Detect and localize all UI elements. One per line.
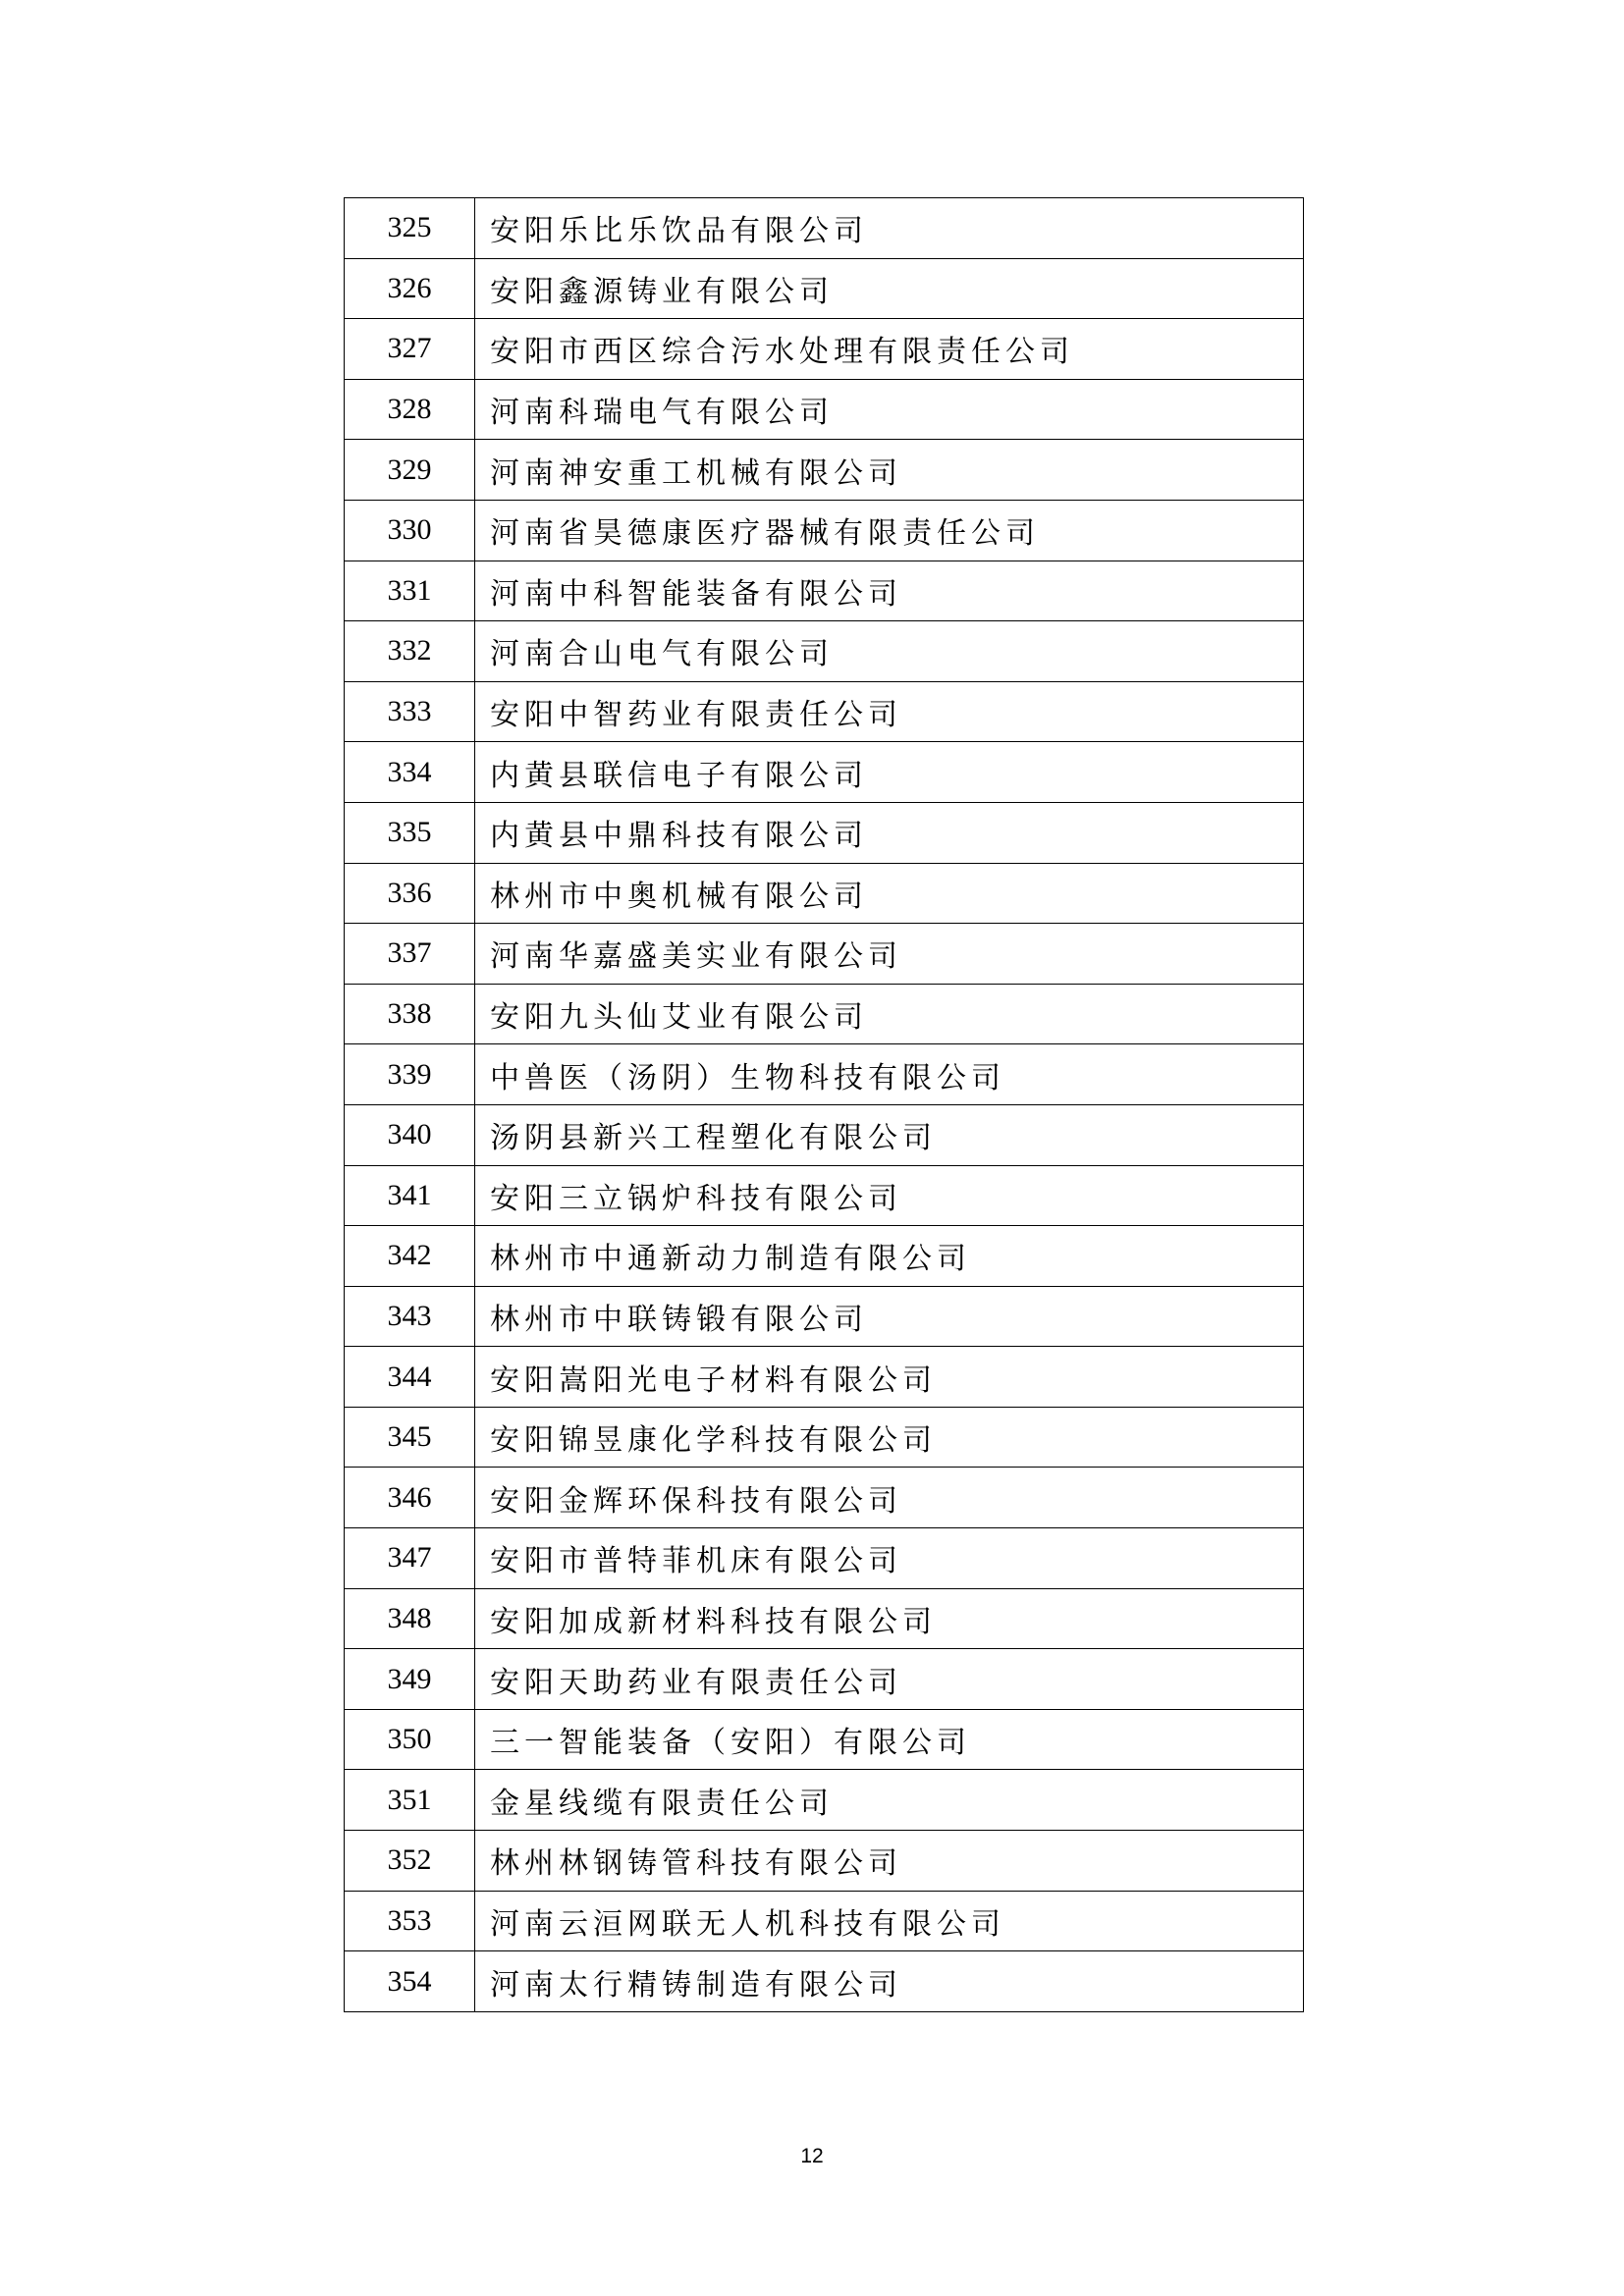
company-name-cell: 河南神安重工机械有限公司	[475, 440, 1304, 501]
company-name-cell: 河南中科智能装备有限公司	[475, 561, 1304, 621]
row-number-cell: 347	[345, 1528, 475, 1589]
table-row	[345, 1044, 1304, 1105]
table-row	[345, 1891, 1304, 1951]
table-row	[345, 258, 1304, 319]
company-name-cell: 金星线缆有限责任公司	[475, 1770, 1304, 1831]
table-row	[345, 681, 1304, 742]
company-name-cell: 安阳加成新材料科技有限公司	[475, 1588, 1304, 1649]
company-name-cell: 安阳锦昱康化学科技有限公司	[475, 1407, 1304, 1468]
company-name-cell: 中兽医（汤阴）生物科技有限公司	[475, 1044, 1304, 1105]
table-row	[345, 1528, 1304, 1589]
company-name-cell: 河南华嘉盛美实业有限公司	[475, 924, 1304, 985]
row-number-cell: 326	[345, 258, 475, 319]
table-row	[345, 1709, 1304, 1770]
company-name-cell: 林州市中奥机械有限公司	[475, 863, 1304, 924]
row-number-cell: 349	[345, 1649, 475, 1710]
row-number-cell: 329	[345, 440, 475, 501]
table-row	[345, 1226, 1304, 1287]
table-row	[345, 1104, 1304, 1165]
row-number-cell: 345	[345, 1407, 475, 1468]
table-row	[345, 742, 1304, 803]
company-name-cell: 林州市中联铸锻有限公司	[475, 1286, 1304, 1347]
company-name-cell: 安阳九头仙艾业有限公司	[475, 984, 1304, 1044]
table-row	[345, 1407, 1304, 1468]
table-row	[345, 561, 1304, 621]
company-name-cell: 安阳嵩阳光电子材料有限公司	[475, 1347, 1304, 1408]
table-row	[345, 1951, 1304, 2012]
table-row	[345, 863, 1304, 924]
company-name-cell: 河南云洹网联无人机科技有限公司	[475, 1891, 1304, 1951]
company-name-cell: 河南科瑞电气有限公司	[475, 379, 1304, 440]
row-number-cell: 339	[345, 1044, 475, 1105]
company-name-cell: 安阳鑫源铸业有限公司	[475, 258, 1304, 319]
page-number: 12	[800, 2145, 824, 2167]
row-number-cell: 332	[345, 621, 475, 682]
row-number-cell: 354	[345, 1951, 475, 2012]
company-name-cell: 内黄县中鼎科技有限公司	[475, 802, 1304, 863]
row-number-cell: 330	[345, 500, 475, 561]
row-number-cell: 352	[345, 1831, 475, 1892]
company-name-cell: 河南合山电气有限公司	[475, 621, 1304, 682]
table-row	[345, 621, 1304, 682]
table-row	[345, 1286, 1304, 1347]
row-number-cell: 344	[345, 1347, 475, 1408]
row-number-cell: 334	[345, 742, 475, 803]
company-name-cell: 林州市中通新动力制造有限公司	[475, 1226, 1304, 1287]
table-row	[345, 319, 1304, 380]
company-name-cell: 安阳乐比乐饮品有限公司	[475, 198, 1304, 259]
table-row	[345, 1347, 1304, 1408]
row-number-cell: 342	[345, 1226, 475, 1287]
row-number-cell: 337	[345, 924, 475, 985]
row-number-cell: 336	[345, 863, 475, 924]
company-name-cell: 内黄县联信电子有限公司	[475, 742, 1304, 803]
row-number-cell: 353	[345, 1891, 475, 1951]
table-row	[345, 924, 1304, 985]
company-name-cell: 三一智能装备（安阳）有限公司	[475, 1709, 1304, 1770]
row-number-cell: 327	[345, 319, 475, 380]
company-list-body	[345, 198, 1304, 2012]
row-number-cell: 338	[345, 984, 475, 1044]
table-row	[345, 1468, 1304, 1528]
company-name-cell: 林州林钢铸管科技有限公司	[475, 1831, 1304, 1892]
company-name-cell: 安阳金辉环保科技有限公司	[475, 1468, 1304, 1528]
company-name-cell: 安阳市西区综合污水处理有限责任公司	[475, 319, 1304, 380]
row-number-cell: 335	[345, 802, 475, 863]
row-number-cell: 350	[345, 1709, 475, 1770]
row-number-cell: 340	[345, 1104, 475, 1165]
row-number-cell: 348	[345, 1588, 475, 1649]
company-list-table	[344, 197, 1304, 2012]
row-number-cell: 333	[345, 681, 475, 742]
table-row	[345, 984, 1304, 1044]
table-row	[345, 198, 1304, 259]
table-row	[345, 1831, 1304, 1892]
row-number-cell: 351	[345, 1770, 475, 1831]
row-number-cell: 331	[345, 561, 475, 621]
company-name-cell: 河南太行精铸制造有限公司	[475, 1951, 1304, 2012]
row-number-cell: 328	[345, 379, 475, 440]
table-row	[345, 1588, 1304, 1649]
table-row	[345, 802, 1304, 863]
row-number-cell: 325	[345, 198, 475, 259]
company-name-cell: 河南省昊德康医疗器械有限责任公司	[475, 500, 1304, 561]
table-row	[345, 500, 1304, 561]
table-row	[345, 1770, 1304, 1831]
company-name-cell: 安阳市普特菲机床有限公司	[475, 1528, 1304, 1589]
table-row	[345, 440, 1304, 501]
company-name-cell: 汤阴县新兴工程塑化有限公司	[475, 1104, 1304, 1165]
company-name-cell: 安阳三立锅炉科技有限公司	[475, 1165, 1304, 1226]
row-number-cell: 341	[345, 1165, 475, 1226]
table-row	[345, 1649, 1304, 1710]
table-row	[345, 1165, 1304, 1226]
company-name-cell: 安阳天助药业有限责任公司	[475, 1649, 1304, 1710]
table-row	[345, 379, 1304, 440]
row-number-cell: 346	[345, 1468, 475, 1528]
row-number-cell: 343	[345, 1286, 475, 1347]
company-name-cell: 安阳中智药业有限责任公司	[475, 681, 1304, 742]
